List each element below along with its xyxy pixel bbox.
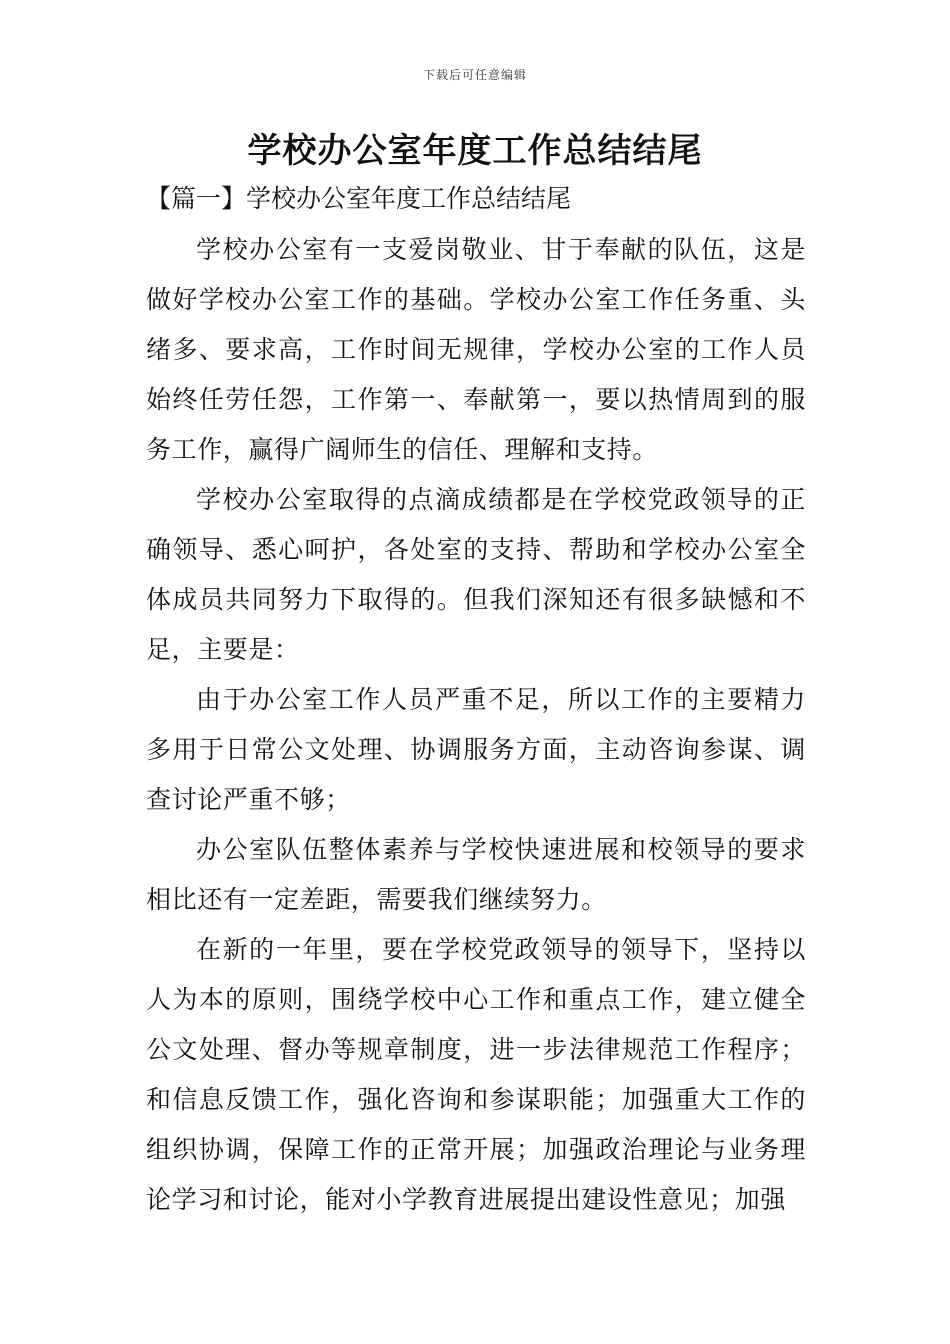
header-note: 下载后可任意编辑 [422,68,527,82]
paragraph-5: 在新的一年里，要在学校党政领导的领导下，坚持以人为本的原则，围绕学校中心工作和重点工作，建立健全公文处理、督办等规章制度，进一步法律规范工作程序；和信息反馈工作，强化咨询和参谋职能；加强重大工作的组织协调，保障工作的正常开展；加强政治理论与业务理论学习和讨论，能对小学教育进展提出建设性意见；加强 [146,935,806,1214]
paragraph-2: 学校办公室取得的点滴成绩都是在学校党政领导的正确领导、悉心呵护，各处室的支持、帮助和学校办公室全体成员共同努力下取得的。但我们深知还有很多缺憾和不足，主要是： [146,485,806,664]
section-heading: 【篇一】学校办公室年度工作总结结尾 [146,184,572,213]
document-body [146,225,806,1225]
paragraph-4: 办公室队伍整体素养与学校快速进展和校领导的要求相比还有一定差距，需要我们继续努力。 [146,835,806,914]
paragraph-1: 学校办公室有一支爱岗敬业、甘于奉献的队伍，这是做好学校办公室工作的基础。学校办公室工作任务重、头绪多、要求高，工作时间无规律，学校办公室的工作人员始终任劳任怨，工作第一、奉献第一，要以热情周到的服务工作，赢得广阔师生的信任、理解和支持。 [146,235,806,464]
document-title: 学校办公室年度工作总结结尾 [247,131,703,171]
paragraph-3: 由于办公室工作人员严重不足，所以工作的主要精力多用于日常公文处理、协调服务方面，主动咨询参谋、调查讨论严重不够； [146,685,806,814]
